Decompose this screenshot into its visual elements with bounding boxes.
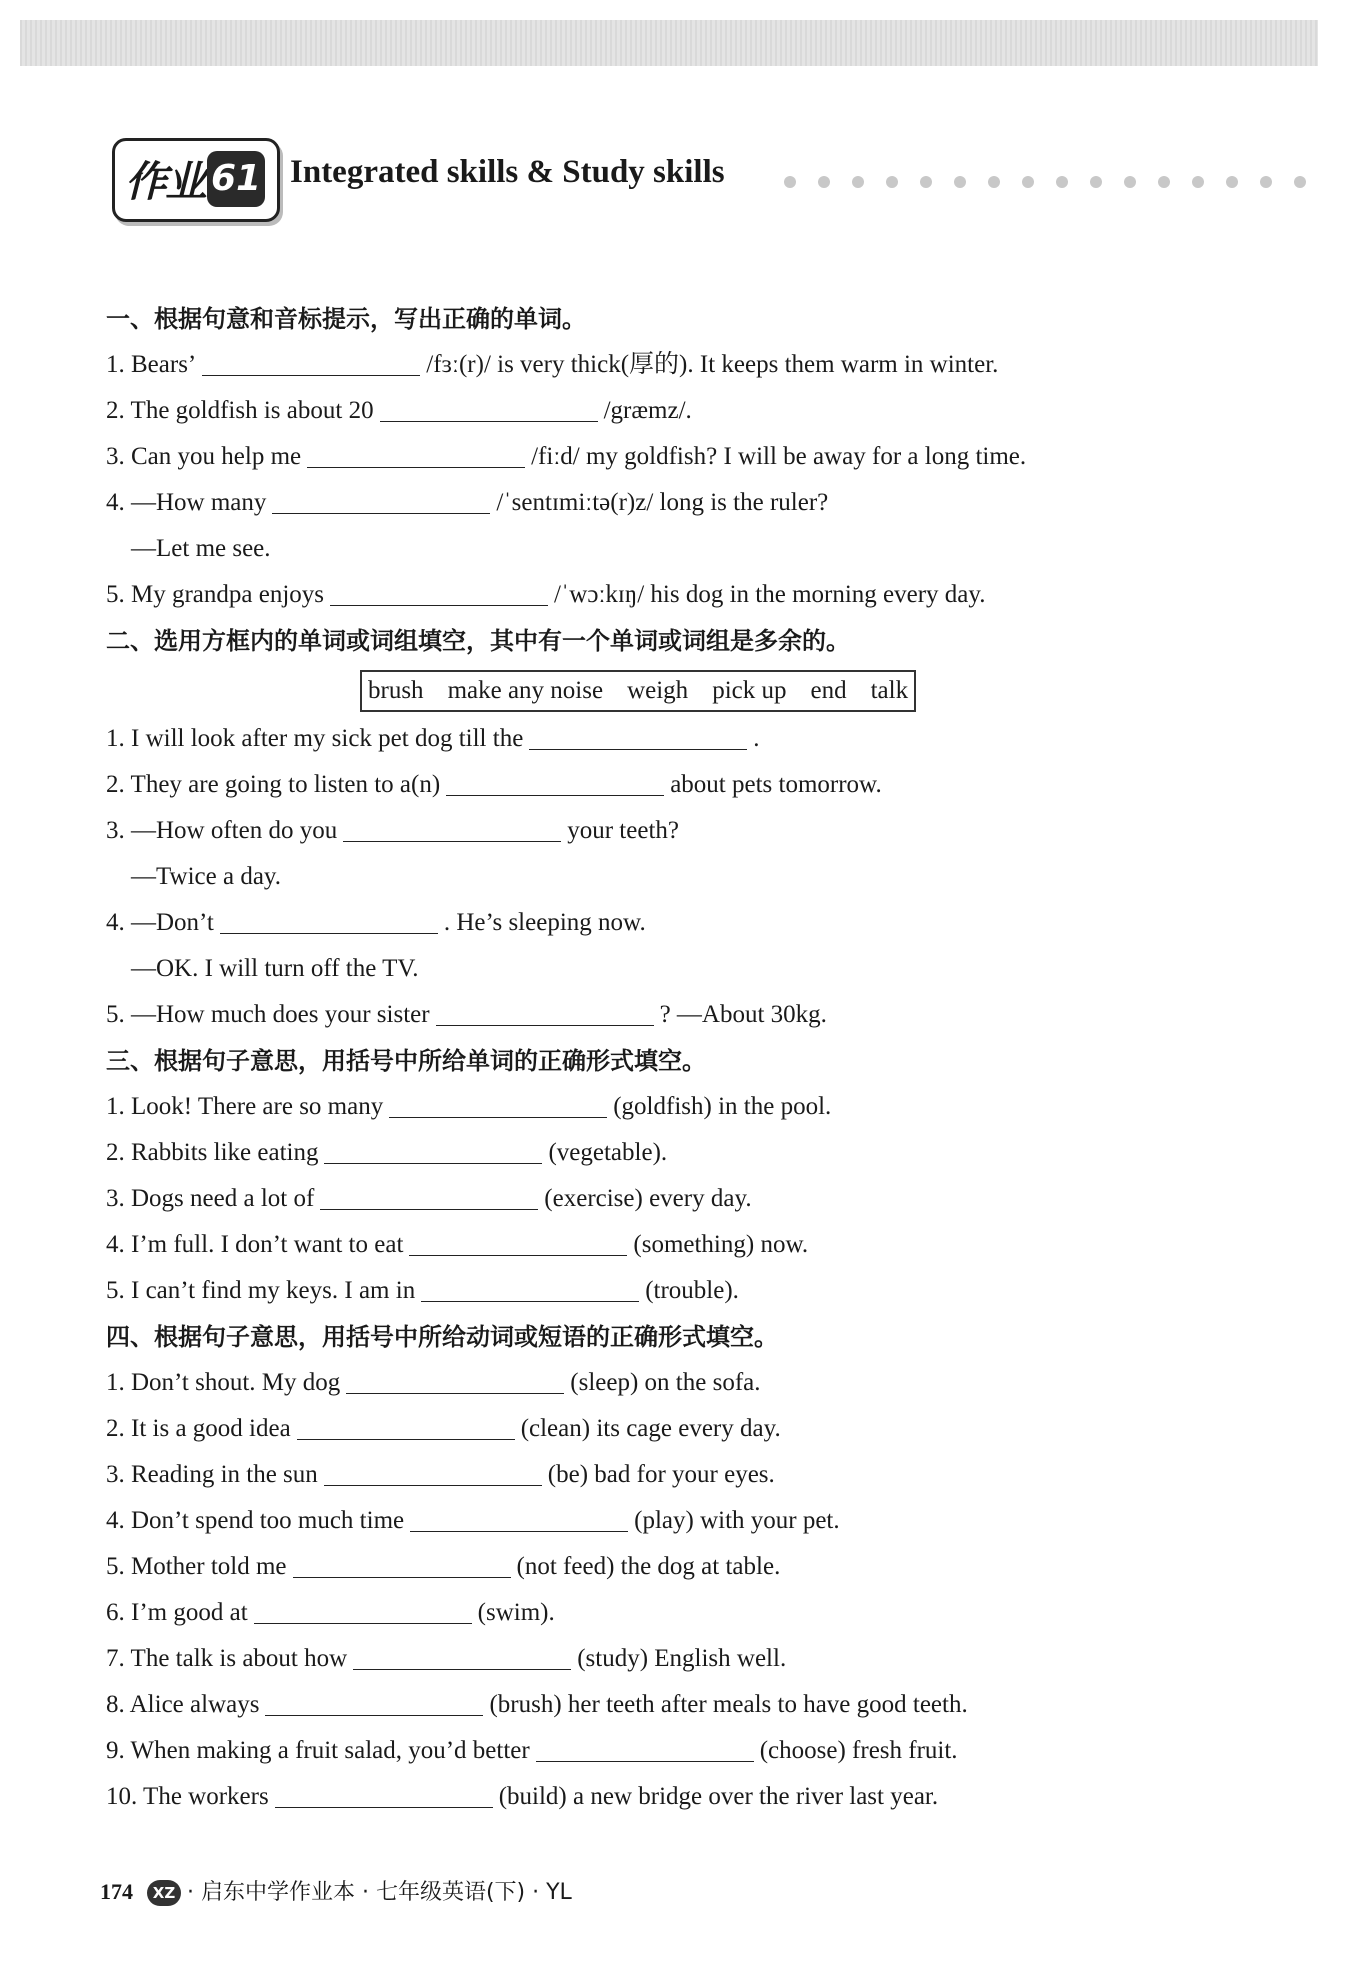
answer-blank[interactable] <box>389 1087 607 1118</box>
page-title: Integrated skills & Study skills <box>290 154 725 190</box>
answer-blank[interactable] <box>421 1271 639 1302</box>
answer-blank[interactable] <box>346 1363 564 1394</box>
question-line: 3. Can you help me /fiːd/ my goldfish? I will be away for a long time. <box>106 434 1306 480</box>
question-line: 4. Don’t spend too much time (play) with your pet. <box>106 1498 1306 1544</box>
footer-text: · 启东中学作业本 · 七年级英语(下) · YL <box>187 1880 572 1905</box>
question-line: 5. My grandpa enjoys /ˈwɔːkɪŋ/ his dog in the morning every day. <box>106 572 1306 618</box>
question-line: 3. Dogs need a lot of (exercise) every day. <box>106 1176 1306 1222</box>
answer-blank[interactable] <box>307 437 525 468</box>
question-line: 4. I’m full. I don’t want to eat (something) now. <box>106 1222 1306 1268</box>
answer-blank[interactable] <box>275 1777 493 1808</box>
exercise-content <box>106 296 1306 1820</box>
question-line: 3. —How often do you your teeth? <box>106 808 1306 854</box>
answer-blank[interactable] <box>343 811 561 842</box>
badge-number: 61 <box>207 151 265 207</box>
answer-blank[interactable] <box>272 483 490 514</box>
question-line: 1. Look! There are so many (goldfish) in the pool. <box>106 1084 1306 1130</box>
answer-blank[interactable] <box>409 1225 627 1256</box>
answer-blank[interactable] <box>297 1409 515 1440</box>
question-line: 2. They are going to listen to a(n) about pets tomorrow. <box>106 762 1306 808</box>
section-title: 二、选用方框内的单词或词组填空，其中有一个单词或词组是多余的。 <box>106 627 850 655</box>
answer-blank[interactable] <box>220 903 438 934</box>
reply-line: —Let me see. <box>131 535 271 562</box>
page-number: 174 <box>100 1879 133 1904</box>
question-line: 1. Bears’ /fɜː(r)/ is very thick(厚的). It keeps them warm in winter. <box>106 342 1306 388</box>
question-line: 8. Alice always (brush) her teeth after meals to have good teeth. <box>106 1682 1306 1728</box>
page-header <box>112 138 1322 218</box>
answer-blank[interactable] <box>265 1685 483 1716</box>
word-option: weigh <box>627 677 689 704</box>
question-line: 5. Mother told me (not feed) the dog at table. <box>106 1544 1306 1590</box>
answer-blank[interactable] <box>293 1547 511 1578</box>
question-line: 5. I can’t find my keys. I am in (trouble). <box>106 1268 1306 1314</box>
badge-label: 作业 <box>125 157 206 206</box>
question-line: 7. The talk is about how (study) English well. <box>106 1636 1306 1682</box>
page-footer <box>100 1872 572 1912</box>
answer-blank[interactable] <box>410 1501 628 1532</box>
section-title: 四、根据句子意思，用括号中所给动词或短语的正确形式填空。 <box>106 1323 778 1351</box>
answer-blank[interactable] <box>202 345 420 376</box>
reply-line: —OK. I will turn off the TV. <box>131 955 419 982</box>
question-line: 1. I will look after my sick pet dog till the . <box>106 716 1306 762</box>
answer-blank[interactable] <box>380 391 598 422</box>
decorative-dots <box>784 176 1324 190</box>
answer-blank[interactable] <box>324 1133 542 1164</box>
question-line: 5. —How much does your sister ? —About 30kg. <box>106 992 1306 1038</box>
answer-blank[interactable] <box>330 575 548 606</box>
assignment-badge <box>112 138 280 222</box>
word-option: make any noise <box>447 677 604 704</box>
answer-blank[interactable] <box>446 765 664 796</box>
question-line: 9. When making a fruit salad, you’d better (choose) fresh fruit. <box>106 1728 1306 1774</box>
question-line: 2. Rabbits like eating (vegetable). <box>106 1130 1306 1176</box>
answer-blank[interactable] <box>320 1179 538 1210</box>
word-option: end <box>810 677 847 704</box>
question-line: 6. I’m good at (swim). <box>106 1590 1306 1636</box>
section-title: 一、根据句意和音标提示，写出正确的单词。 <box>106 305 586 333</box>
word-option: talk <box>870 677 909 704</box>
question-line: 3. Reading in the sun (be) bad for your eyes. <box>106 1452 1306 1498</box>
reply-line: —Twice a day. <box>131 863 282 890</box>
answer-blank[interactable] <box>536 1731 754 1762</box>
question-line: 2. It is a good idea (clean) its cage every day. <box>106 1406 1306 1452</box>
answer-blank[interactable] <box>353 1639 571 1670</box>
answer-blank[interactable] <box>324 1455 542 1486</box>
answer-blank[interactable] <box>436 995 654 1026</box>
question-line: 4. —Don’t . He’s sleeping now. <box>106 900 1306 946</box>
section-title: 三、根据句子意思，用括号中所给单词的正确形式填空。 <box>106 1047 706 1075</box>
answer-blank[interactable] <box>254 1593 472 1624</box>
word-option: pick up <box>712 677 787 704</box>
publisher-logo-icon: XZ <box>147 1880 181 1906</box>
question-line: 10. The workers (build) a new bridge over the river last year. <box>106 1774 1306 1820</box>
answer-blank[interactable] <box>529 719 747 750</box>
question-line: 4. —How many /ˈsentɪmiːtə(r)z/ long is the ruler? <box>106 480 1306 526</box>
question-line: 2. The goldfish is about 20 /græmz/. <box>106 388 1306 434</box>
word-box-row <box>106 664 1306 716</box>
word-box <box>360 670 916 712</box>
question-line: 1. Don’t shout. My dog (sleep) on the sofa. <box>106 1360 1306 1406</box>
word-option: brush <box>368 677 424 704</box>
